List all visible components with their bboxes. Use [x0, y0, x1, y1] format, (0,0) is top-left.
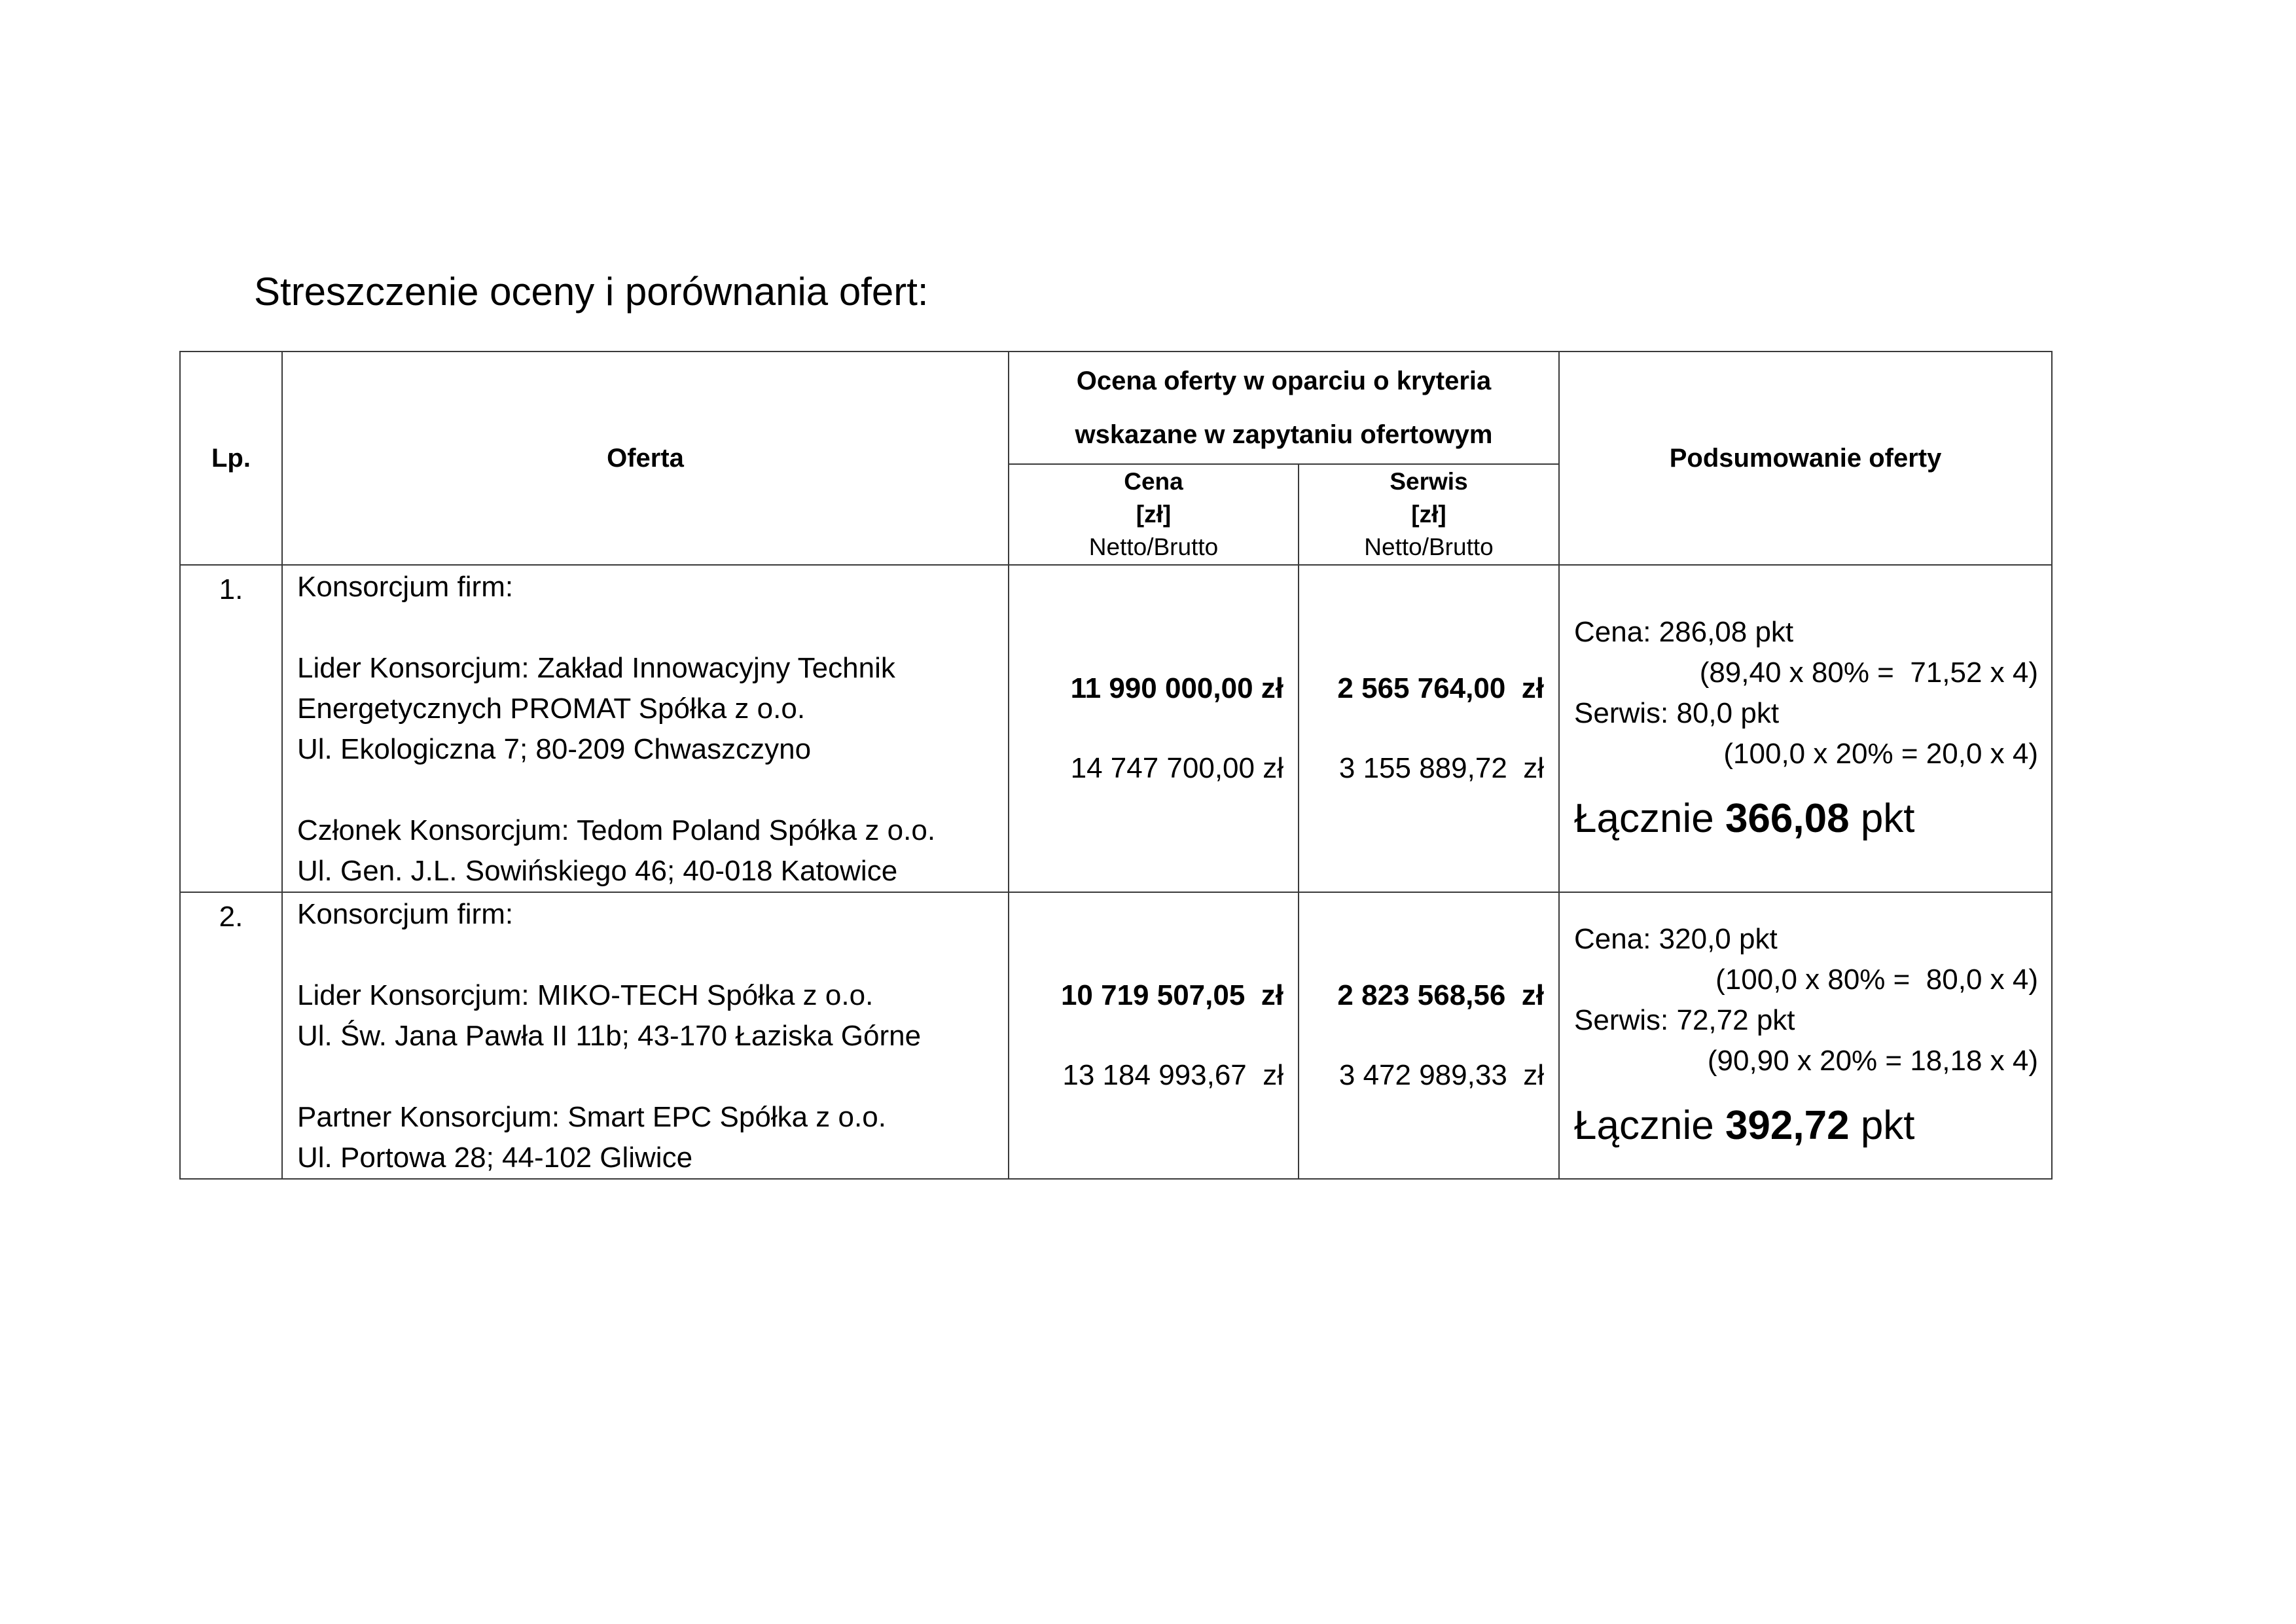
summary-total-unit: pkt — [1860, 796, 1915, 841]
serwis-netto: 2 823 568,56 zł — [1337, 979, 1545, 1011]
summary-cena-calc: (100,0 x 80% = 80,0 x 4) — [1715, 964, 2039, 996]
summary-total-value: 392,72 — [1725, 1103, 1850, 1148]
oferta-line: Ul. Św. Jana Pawła II 11b; 43-170 Łaziska Górne — [297, 1020, 922, 1052]
cena-brutto: 13 184 993,67 zł — [1062, 1059, 1283, 1091]
summary-total — [1574, 793, 2038, 845]
header-criteria — [1009, 352, 1559, 464]
row-serwis — [1299, 565, 1559, 892]
header-row — [180, 352, 2052, 464]
oferta-line: Partner Konsorcjum: Smart EPC Spółka z o.o. — [297, 1101, 886, 1133]
summary-serwis: Serwis: 72,72 pkt — [1574, 1004, 1795, 1036]
summary-cena-calc: (89,40 x 80% = 71,52 x 4) — [1699, 657, 2039, 689]
header-cena — [1009, 464, 1299, 565]
summary-total-unit: pkt — [1860, 1103, 1915, 1148]
serwis-netto: 2 565 764,00 zł — [1337, 672, 1545, 704]
summary-total-label: Łącznie — [1574, 796, 1714, 841]
summary-total-label: Łącznie — [1574, 1103, 1714, 1148]
cena-brutto: 14 747 700,00 zł — [1070, 752, 1283, 784]
row-oferta — [282, 565, 1009, 892]
header-serwis-type: Netto/Brutto — [1364, 533, 1494, 560]
row-podsumowanie — [1559, 565, 2052, 892]
header-serwis-unit: [zł] — [1411, 501, 1446, 528]
row-cena — [1009, 565, 1299, 892]
summary-total — [1574, 1100, 2038, 1152]
row-oferta — [282, 892, 1009, 1179]
oferta-line: Konsorcjum firm: — [297, 571, 514, 603]
serwis-brutto: 3 155 889,72 zł — [1338, 752, 1545, 784]
offers-comparison-table — [179, 351, 2053, 1180]
cena-netto: 10 719 507,05 zł — [1060, 979, 1283, 1011]
summary-serwis-calc: (90,90 x 20% = 18,18 x 4) — [1707, 1045, 2039, 1077]
header-cena-label: Cena — [1124, 468, 1183, 495]
header-criteria-line1: Ocena oferty w oparciu o kryteria — [1076, 367, 1492, 395]
header-cena-unit: [zł] — [1136, 501, 1172, 528]
row-serwis — [1299, 892, 1559, 1179]
summary-cena: Cena: 320,0 pkt — [1574, 923, 1778, 955]
oferta-line: Członek Konsorcjum: Tedom Poland Spółka z o.o. — [297, 814, 936, 846]
header-oferta: Oferta — [282, 352, 1009, 565]
header-criteria-line2: wskazane w zapytaniu ofertowym — [1075, 420, 1493, 449]
row-cena — [1009, 892, 1299, 1179]
oferta-line: Lider Konsorcjum: MIKO-TECH Spółka z o.o. — [297, 979, 874, 1011]
header-serwis — [1299, 464, 1559, 565]
header-cena-type: Netto/Brutto — [1088, 533, 1219, 560]
oferta-line: Konsorcjum firm: — [297, 898, 514, 930]
oferta-line: Lider Konsorcjum: Zakład Innowacyjny Technik — [297, 652, 895, 684]
row-podsumowanie — [1559, 892, 2052, 1179]
row-lp: 2. — [180, 892, 282, 1179]
oferta-line: Energetycznych PROMAT Spółka z o.o. — [297, 693, 806, 725]
summary-serwis-calc: (100,0 x 20% = 20,0 x 4) — [1723, 738, 2039, 770]
table-row — [180, 892, 2052, 1179]
oferta-line: Ul. Gen. J.L. Sowińskiego 46; 40-018 Katowice — [297, 855, 898, 887]
header-serwis-label: Serwis — [1390, 468, 1468, 495]
row-lp: 1. — [180, 565, 282, 892]
summary-serwis: Serwis: 80,0 pkt — [1574, 697, 1780, 729]
page-title: Streszczenie oceny i porównania ofert: — [254, 270, 929, 314]
serwis-brutto: 3 472 989,33 zł — [1338, 1059, 1545, 1091]
table-row — [180, 565, 2052, 892]
oferta-line: Ul. Ekologiczna 7; 80-209 Chwaszczyno — [297, 733, 812, 765]
cena-netto: 11 990 000,00 zł — [1070, 672, 1283, 704]
header-lp: Lp. — [180, 352, 282, 565]
oferta-line: Ul. Portowa 28; 44-102 Gliwice — [297, 1142, 693, 1174]
summary-cena: Cena: 286,08 pkt — [1574, 616, 1794, 648]
header-podsumowanie: Podsumowanie oferty — [1559, 352, 2052, 565]
summary-total-value: 366,08 — [1725, 796, 1850, 841]
